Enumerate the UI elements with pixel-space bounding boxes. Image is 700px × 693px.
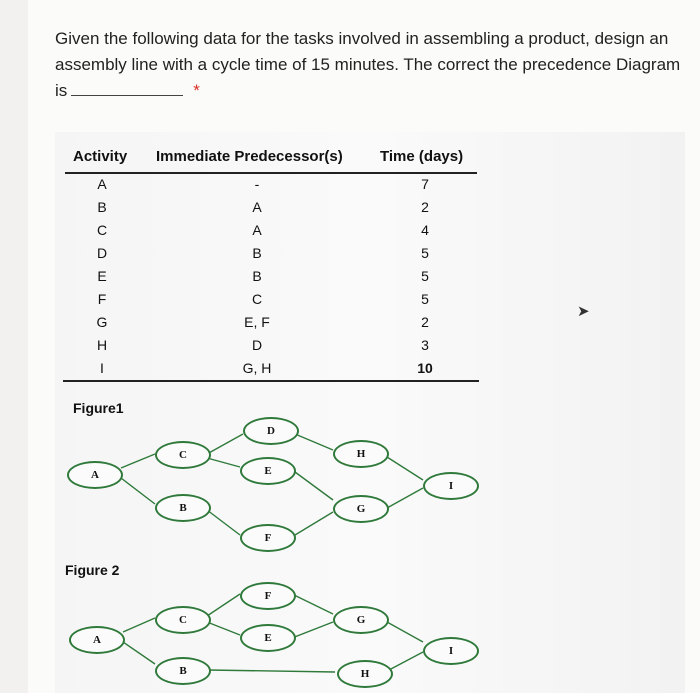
fig1-node-d: D xyxy=(243,417,299,445)
cell-pred-f: C xyxy=(251,291,263,307)
cell-activity-h: H xyxy=(96,337,108,353)
cell-pred-e: B xyxy=(252,268,262,284)
fig1-node-i: I xyxy=(423,472,479,500)
cell-time-f: 5 xyxy=(421,291,429,307)
header-time: Time (days) xyxy=(380,148,464,165)
fig1-node-e: E xyxy=(240,457,296,485)
fig1-node-h: H xyxy=(333,440,389,468)
fig1-node-b: B xyxy=(155,494,211,522)
cell-activity-b: B xyxy=(97,199,107,215)
fig2-node-i: I xyxy=(423,637,479,665)
mouse-pointer-icon: ➤ xyxy=(577,303,590,320)
cell-activity-i: I xyxy=(100,360,104,376)
fig1-node-g: G xyxy=(333,495,389,523)
cell-pred-g: E, F xyxy=(244,314,270,330)
fig1-node-f: F xyxy=(240,524,296,552)
cell-activity-f: F xyxy=(97,291,107,307)
cell-pred-c: A xyxy=(252,222,262,238)
cell-pred-d: B xyxy=(252,245,262,261)
answer-blank[interactable] xyxy=(71,81,183,96)
header-activity: Activity xyxy=(73,148,128,165)
fig2-node-b: B xyxy=(155,657,211,685)
cell-time-b: 2 xyxy=(421,199,429,215)
required-marker: * xyxy=(193,81,200,100)
cell-activity-g: G xyxy=(96,314,108,330)
cell-time-i: 10 xyxy=(417,360,433,376)
fig2-node-e: E xyxy=(240,624,296,652)
cell-time-h: 3 xyxy=(421,337,429,353)
cell-activity-d: D xyxy=(96,245,108,261)
fig2-node-f: F xyxy=(240,582,296,610)
fig2-node-a: A xyxy=(69,626,125,654)
question-image xyxy=(55,132,685,693)
cell-time-d: 5 xyxy=(421,245,429,261)
cell-activity-c: C xyxy=(96,222,108,238)
cell-activity-e: E xyxy=(97,268,107,284)
cell-time-e: 5 xyxy=(421,268,429,284)
question-prompt: Given the following data for the tasks involved in assembling a product, design an assembly line with a cycle time of 15 minutes. The correct the precedence Diagram is xyxy=(55,29,681,100)
cell-pred-i: G, H xyxy=(242,360,272,376)
cell-time-a: 7 xyxy=(421,176,429,192)
cell-activity-a: A xyxy=(97,176,107,192)
fig2-node-g: G xyxy=(333,606,389,634)
figure1-label: Figure1 xyxy=(73,400,124,416)
header-predecessors: Immediate Predecessor(s) xyxy=(156,148,343,165)
fig1-node-c: C xyxy=(155,441,211,469)
cell-pred-a: - xyxy=(254,176,260,192)
figure2-label: Figure 2 xyxy=(65,562,120,578)
cell-time-g: 2 xyxy=(421,314,429,330)
fig2-node-c: C xyxy=(155,606,211,634)
cell-pred-h: D xyxy=(251,337,263,353)
fig2-node-h: H xyxy=(337,660,393,688)
fig1-node-a: A xyxy=(67,461,123,489)
question-text xyxy=(55,26,685,104)
cell-time-c: 4 xyxy=(421,222,429,238)
cell-pred-b: A xyxy=(252,199,262,215)
